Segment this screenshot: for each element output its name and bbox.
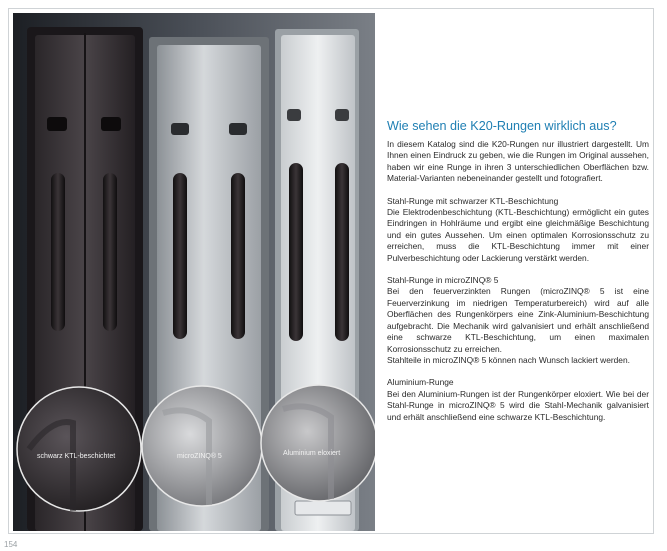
caption-aluminium: Aluminium eloxiert bbox=[283, 450, 341, 457]
section-microzinq-title: Stahl-Runge in microZINQ® 5 bbox=[387, 275, 499, 286]
section-microzinq-text: Bei den feuerverzinkten Rungen (microZINQ® 5 ist eine Feuerverzinkung im niedrigen Temperaturbereich) wird auf alle Oberflächen des Rungenkörpers eine Zink-Aluminium-Beschichtung aufgebracht. Die Mechanik wird galvanisiert und erhält anschließend eine schwarze KTL-Beschichtung, um einen maximalen Korrosionsschutz zu erreichen. bbox=[387, 286, 649, 354]
section-microzinq bbox=[387, 275, 649, 366]
detail-circle-black bbox=[17, 387, 141, 511]
section-ktl bbox=[387, 196, 649, 264]
intro-paragraph: In diesem Katalog sind die K20-Rungen nur illustriert dargestellt. Um Ihnen einen Eindruck zu geben, wie die Rungen im Original aussehen, haben wir eine Runge in ihren 3 unterschiedlichen Oberflächen bzw. Material-Varianten nebeneinander gestellt und fotografiert. bbox=[387, 139, 649, 184]
article-heading: Wie sehen die K20-Rungen wirklich aus? bbox=[387, 119, 617, 133]
page-number: 154 bbox=[4, 540, 18, 549]
section-ktl-text: Die Elektrodenbeschichtung (KTL-Beschichtung) ermöglicht ein gutes Eindringen in Hohlräume und ergibt eine gleichmäßige Beschichtung und ein gutes Aussehen. Um einen optimalen Korrosionsschutz zu erreichen, muss die KTL-Beschichtung immer mit einer Pulverbeschichtung oder Lackierung verstärkt werden. bbox=[387, 207, 649, 263]
caption-microzinq: microZINQ® 5 bbox=[177, 453, 222, 460]
caption-black-ktl: schwarz KTL-beschichtet bbox=[37, 453, 116, 460]
detail-circle-zinc bbox=[142, 386, 262, 506]
section-ktl-title: Stahl-Runge mit schwarzer KTL-Beschichtung bbox=[387, 195, 559, 206]
section-aluminium bbox=[387, 377, 649, 423]
detail-circle-aluminium bbox=[261, 385, 375, 501]
article bbox=[387, 118, 649, 434]
section-aluminium-title: Aluminium-Runge bbox=[387, 377, 454, 388]
section-aluminium-text: Bei den Aluminium-Rungen ist der Rungenkörper eloxiert. Wie bei der Stahl-Runge in microZINQ® 5 wird die Stahl-Mechanik galvanisiert und erhält anschließend eine schwarze KTL-Beschichtung. bbox=[387, 388, 649, 422]
product-photo bbox=[13, 13, 375, 531]
section-microzinq-text2: Stahlteile in microZINQ® 5 können nach Wunsch lackiert werden. bbox=[387, 354, 630, 365]
